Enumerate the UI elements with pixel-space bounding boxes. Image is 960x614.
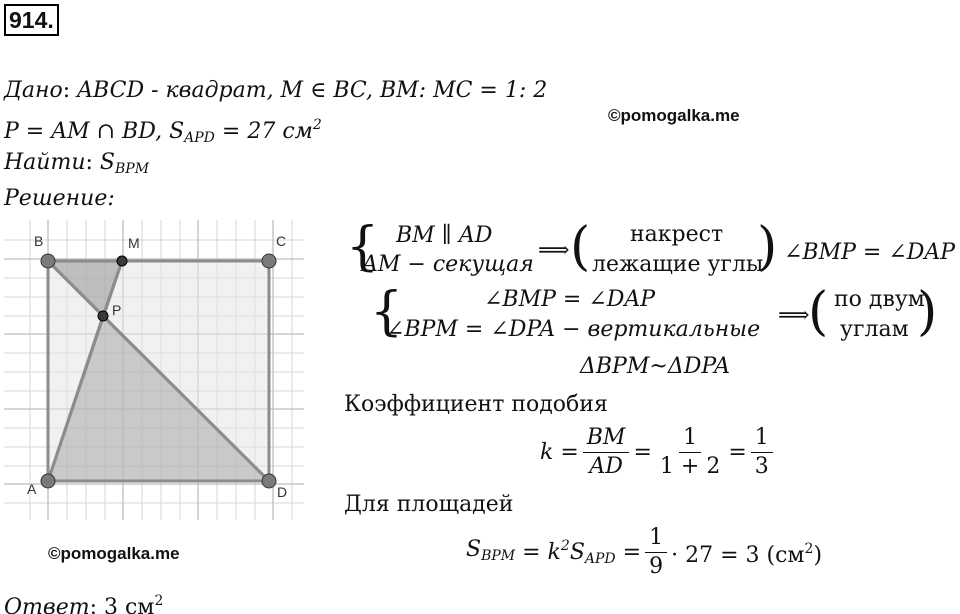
point-a bbox=[41, 474, 55, 488]
frac1-den: AD bbox=[589, 454, 623, 479]
label-p: P bbox=[112, 302, 122, 318]
frac3-den: 3 bbox=[754, 454, 769, 479]
given-sub: APD bbox=[184, 130, 215, 146]
area-s: S bbox=[466, 536, 482, 562]
step2-paren-bottom: углам bbox=[840, 317, 909, 342]
label-c: C bbox=[276, 233, 287, 249]
given-line-1: Дано: ABCD - квадрат, M ∈ BC, BM: MC = 1: 2 bbox=[4, 78, 548, 103]
paren-1-close: ) bbox=[757, 217, 778, 277]
answer-line bbox=[4, 588, 163, 614]
step1-paren-bottom: лежащие углы bbox=[592, 252, 764, 277]
area-frac-den: 9 bbox=[649, 554, 664, 579]
paren-2-open: ( bbox=[808, 282, 829, 342]
area-formula bbox=[466, 524, 822, 581]
watermark-top: ©pomogalka.me bbox=[608, 106, 740, 125]
step2-sys-top: ∠BMP = ∠DAP bbox=[484, 287, 656, 312]
label-a: A bbox=[27, 481, 37, 497]
frac3-num: 1 bbox=[751, 424, 773, 453]
frac-bm-ad bbox=[583, 424, 630, 481]
given-line-2 bbox=[4, 112, 322, 151]
paren-2-close: ) bbox=[917, 282, 938, 342]
point-m bbox=[117, 256, 127, 266]
area-s-sub: BPM bbox=[481, 547, 516, 564]
coef-eq1: = bbox=[633, 439, 652, 465]
frac-one-third bbox=[751, 424, 773, 481]
area-eq: = bbox=[615, 539, 642, 565]
label-m: M bbox=[128, 235, 140, 251]
area-s2-sub: APD bbox=[584, 551, 616, 567]
paren-1-open: ( bbox=[570, 217, 591, 277]
given-text-2a: P = AM ∩ BD, S bbox=[4, 119, 185, 144]
frac-1-3 bbox=[656, 424, 724, 481]
point-c bbox=[262, 254, 276, 268]
brace-2: { bbox=[370, 282, 404, 342]
step1-result: ∠BMP = ∠DAP bbox=[784, 240, 956, 265]
coef-eq2: = bbox=[728, 439, 747, 465]
solution-label-text: Решение bbox=[4, 186, 108, 211]
problem-number: 914. bbox=[4, 4, 59, 36]
point-b bbox=[41, 254, 55, 268]
solution-label: Решение: bbox=[4, 186, 115, 211]
frac1-num: BM bbox=[583, 424, 630, 453]
area-mid-sup: 2 bbox=[560, 538, 570, 554]
point-p bbox=[98, 311, 108, 321]
find-line: Найти: $S_{BPM}$ bbox=[4, 150, 150, 177]
area-s2: S bbox=[569, 540, 585, 565]
step2-arrow: ⟹ bbox=[778, 303, 810, 328]
label-d: D bbox=[277, 484, 288, 500]
coef-label: Коэффициент подобия bbox=[344, 392, 608, 417]
point-d bbox=[262, 474, 276, 488]
frac2-den: 1 + 2 bbox=[659, 454, 721, 479]
answer-sup: 2 bbox=[154, 593, 164, 609]
given-text-2b: = 27 см bbox=[214, 119, 313, 144]
step2-paren-top: по двум bbox=[834, 287, 925, 312]
area-close: ) bbox=[813, 543, 823, 568]
step1-arrow: ⟹ bbox=[538, 238, 570, 263]
coef-k: k = bbox=[540, 439, 579, 465]
similarity: ΔBPM~ΔDPA bbox=[580, 354, 731, 379]
given-sup: 2 bbox=[312, 117, 322, 133]
label-b: B bbox=[34, 233, 44, 249]
find-label: Найти bbox=[4, 150, 86, 175]
answer-label: Ответ bbox=[4, 595, 90, 614]
given-label: Дано bbox=[4, 78, 63, 103]
step1-paren-top: накрест bbox=[630, 222, 724, 247]
frac-one-ninth bbox=[645, 524, 667, 581]
area-tail-sup: 2 bbox=[804, 541, 814, 557]
find-sub: BPM bbox=[115, 161, 150, 177]
frac2-num: 1 bbox=[679, 424, 701, 453]
step1-sys-top: BM ∥ AD bbox=[396, 223, 493, 248]
area-frac-num: 1 bbox=[645, 524, 667, 553]
watermark-bottom: ©pomogalka.me bbox=[48, 544, 180, 563]
area-tail: · 27 = 3 (см bbox=[671, 543, 805, 568]
find-s: S bbox=[99, 150, 115, 175]
answer-value: : 3 см bbox=[89, 595, 155, 614]
step2-sys-bottom: ∠BPM = ∠DPA − вертикальные bbox=[386, 317, 761, 342]
area-mid: = k bbox=[515, 540, 561, 565]
geometry-figure bbox=[4, 220, 304, 520]
brace-1: { bbox=[346, 217, 380, 277]
step1-sys-bottom: AM − секущая bbox=[362, 252, 534, 277]
given-text-1: ABCD - квадрат, M ∈ BC, BM: MC = 1: 2 bbox=[77, 78, 548, 103]
area-label: Для площадей bbox=[344, 492, 514, 517]
coef-formula bbox=[540, 424, 777, 481]
